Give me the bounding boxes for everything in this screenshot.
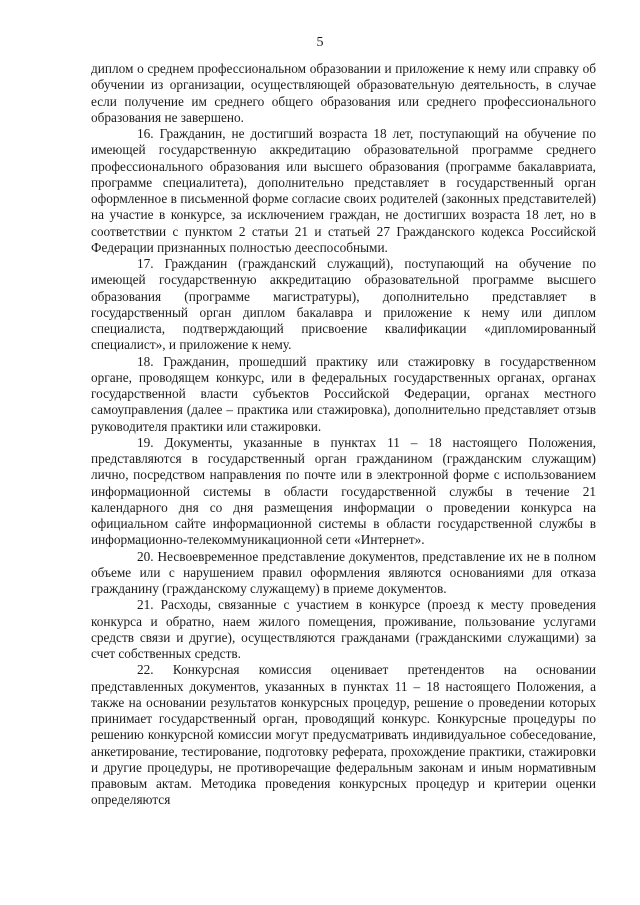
paragraph-15-continuation: диплом о среднем профессиональном образовании и приложение к нему или справку об обучении из организации, осуществляющей образовательную деятельность, в случае если получение им среднего общего образования или среднего профессионального образования не завершено. — [91, 61, 596, 125]
paragraph-21: 21. Расходы, связанные с участием в конкурсе (проезд к месту проведения конкурса и обратно, наем жилого помещения, проживание, пользование услугами средств связи и другие), осуществляются гражданами (гражданскими служащими) за счет собственных средств. — [91, 597, 596, 661]
paragraph-16: 16. Гражданин, не достигший возраста 18 лет, поступающий на обучение по имеющей государственную аккредитацию образовательной программе среднего профессионального образования или высшего образования (программе бакалавриата, программе специалитета), дополнительно представляет в государственный орган оформленное в письменной форме согласие своих родителей (законных представителей) на участие в конкурсе, за исключением граждан, не достигших возраста 18 лет, но в соответствии с пунктом 2 статьи 21 и статьей 27 Гражданского кодекса Российской Федерации признанных полностью дееспособными. — [91, 126, 596, 255]
paragraph-17: 17. Гражданин (гражданский служащий), поступающий на обучение по имеющей государственную аккредитацию образовательной программе высшего образования (программе магистратуры), дополнительно представляет в государственный орган диплом бакалавра и приложение к нему или диплом специалиста, подтверждающий присвоение квалификации «дипломированный специалист», и приложение к нему. — [91, 256, 596, 353]
page-body — [91, 61, 596, 809]
paragraph-18: 18. Гражданин, прошедший практику или стажировку в государственном органе, проводящем конкурс, или в федеральных государственных органах, органах государственной власти субъектов Российской Федерации, органах местного самоуправления (далее – практика или стажировка), дополнительно представляет отзыв руководителя практики или стажировки. — [91, 353, 596, 434]
paragraph-19: 19. Документы, указанные в пунктах 11 – 18 настоящего Положения, представляются в государственный орган гражданином (гражданским служащим) лично, посредством направления по почте или в электронной форме с использованием информационной системы в области государственной службы в течение 21 календарного дня со дня размещения информации о проведении конкурса на официальном сайте информационной системы в области государственной службы в информационно-телекоммуникационной сети «Интернет». — [91, 434, 596, 548]
paragraph-22: 22. Конкурсная комиссия оценивает претендентов на основании представленных документов, указанных в пунктах 11 – 18 настоящего Положения, а также на основании результатов конкурсных процедур, решение о проведении которых принимает государственный орган, проводящий конкурс. Конкурсные процедуры по решению конкурсной комиссии могут предусматривать индивидуальное собеседование, анкетирование, тестирование, подготовку реферата, прохождение практики, стажировки и другие процедуры, не противоречащие федеральным законам и иным нормативным правовым актам. Методика проведения конкурсных процедур и критерии оценки определяются — [91, 662, 596, 808]
page-number: 5 — [316, 35, 324, 50]
paragraph-20: 20. Несвоевременное представление документов, представление их не в полном объеме или с нарушением правил оформления являются основаниями для отказа гражданину (гражданскому служащему) в приеме документов. — [91, 548, 596, 596]
